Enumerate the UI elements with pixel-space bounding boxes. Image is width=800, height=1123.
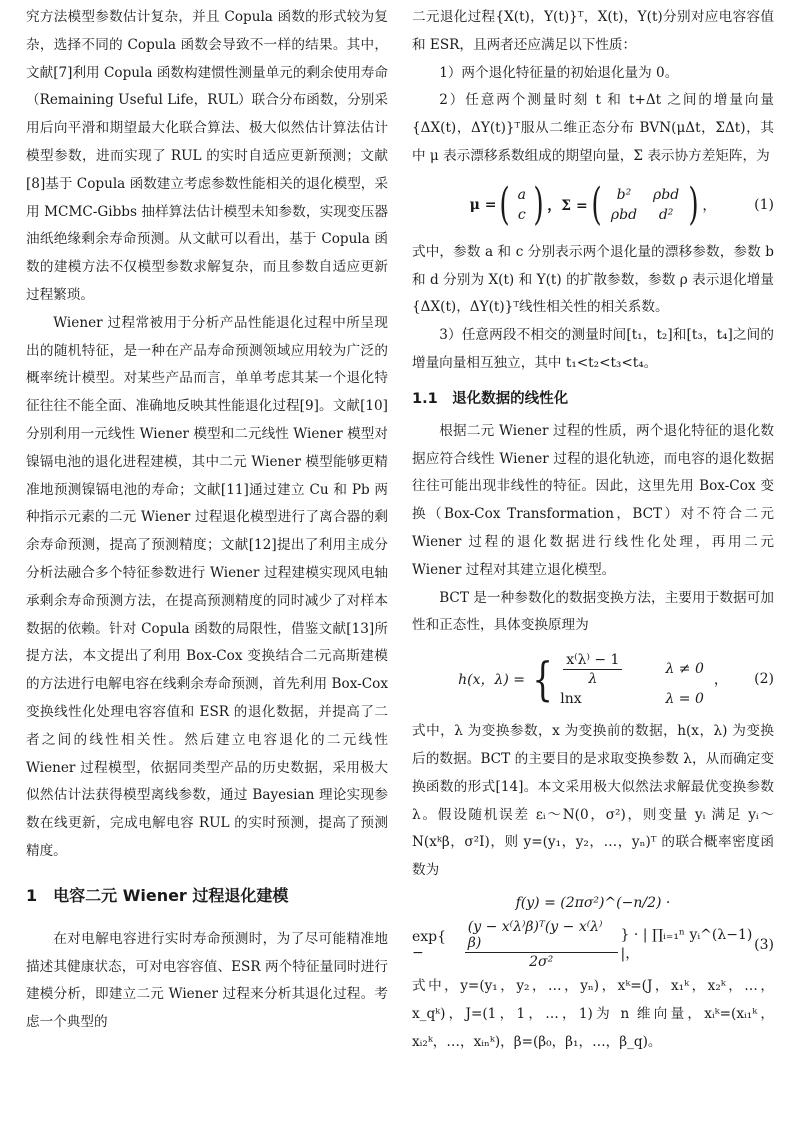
subsection-heading: 1.1 退化数据的线性化 <box>412 390 569 407</box>
eq2-lhs: h(x，λ) = <box>458 672 525 689</box>
paren: ( <box>591 178 602 230</box>
paragraph: BCT 是一种参数化的数据变换方法，主要用于数据可加性和正态性，具体变换原理为 <box>412 589 774 634</box>
mu-vector: a c <box>517 186 527 223</box>
list-item: 2）任意两个测量时刻 t 和 t+Δt 之间的增量向量{ΔX(t)，ΔY(t)}ᵀ服从二维正态分布 BVN(μΔt，ΣΔt)，其中 μ 表示漂移系数组成的期望向量，Σ 表示协方差矩阵，为 <box>412 92 774 164</box>
paragraph: 究方法模型参数估计复杂，并且 Copula 函数的形式较为复杂，选择不同的 Copula 函数会导致不一样的结果。其中，文献[7]利用 Copula 函数构建惯性测量单元的剩余使用寿命（Remaining Useful Life，RUL）联合分布函数，分别采用后向平滑和期望最大化联合算法、极大似然估计算法估计模型参数，进而实现了 RUL 的实时自适应更新预测；文献[8]基于 Copula 函数建立考虑参数性能相关的退化模型，采用 MCMC-Gibbs 抽样算法估计模型未知参数，实现变压器油纸绝缘剩余寿命预测。从文献可以看出，基于 Copula 函数的建模方法不仅模型参数求解复杂，而且参数自适应更新过程繁琐。 <box>26 9 388 303</box>
sigma-matrix: b² ρbd ρbd d² <box>610 186 680 223</box>
paren: ) <box>533 178 544 230</box>
equation-2: h(x，λ) = { $\frac{x^(\lambda^) - 1}{\lambda}$ λ ≠ 0 lnx λ = 0 ， (2) <box>458 651 774 707</box>
eq1-sigma: ，Σ = <box>547 197 588 214</box>
paren: ( <box>499 178 511 230</box>
left-column <box>26 4 388 1037</box>
equation-3-line2: exp{ − $\frac{\text{(y − x⁽λ⁾β)ᵀ(y − x⁽λ⁾β)}}{\text{2σ²}}$ } · | ∏ᵢ₌₁ⁿ yᵢ^(λ−1) |， (3) <box>412 919 774 971</box>
equation-number: (3) <box>754 936 774 953</box>
eq1-mu: μ = <box>469 196 497 213</box>
eq2-cases: $\frac{x^(\lambda^) - 1}{\lambda}$ λ ≠ 0 lnx λ = 0 <box>560 651 704 707</box>
paragraph: 二元退化过程{X(t)，Y(t)}ᵀ，X(t)，Y(t)分别对应电容容值和 ESR，且两者还应满足以下性质： <box>412 9 774 53</box>
paragraph: Wiener 过程常被用于分析产品性能退化过程中所呈现出的随机特征，是一种在产品寿命预测领域应用较为广泛的概率统计模型。对某些产品而言，单单考虑其某一个退化特征往往不能全面、准确地反映其性能退化过程[9]。文献[10]分别利用一元线性 Wiener 模型和二元线性 Wiener 模型对镍镉电池的退化进程建模，其中二元 Wiener 模型能够更精准地预测镍镉电池的寿命；文献[11]通过建立 Cu 和 Pb 两种指示元素的二元 Wiener 过程退化模型进行了离合器的剩余寿命预测，提高了预测精度；文献[12]提出了利用主成分分析法融合多个特征参数进行 Wiener 过程建模实现风电轴承剩余寿命预测方法，在提高预测精度的同时减少了对样本数据的依赖。针对 Copula 函数的局限性，借鉴文献[13]所提方法，本文提出了利用 Box-Cox 变换结合二元高斯建模的方法进行电解电容在线剩余寿命预测，首先利用 Box-Cox 变换线性化处理电容容值和 ESR 的退化数据，并提高了二者之间的线性相关性。然后建立电容退化的二元线性 Wiener 过程模型，依据同类型产品的历史数据，采用极大似然估计法获得模型离线参数，通过 Bayesian 理论实现参数在线更新，完成电解电容 RUL 的实时预测，提高了预测精度。 <box>26 314 388 859</box>
paragraph: 式中，λ 为变换参数，x 为变换前的数据，h(x，λ) 为变换后的数据。BCT 的主要目的是求取变换参数 λ，从而确定变换函数的形式[14]。本文采用极大似然法求解最优变换参数 λ。假设随机误差 εᵢ～N(0，σ²)，则变量 yᵢ 满足 yᵢ～N(xᵏβ，σ²I)，则 y=(y₁，y₂，…，yₙ)ᵀ 的联合概率密度函数为 <box>412 723 774 879</box>
list-item: 1）两个退化特征量的初始退化量为 0。 <box>439 64 679 81</box>
right-column <box>412 4 774 1056</box>
brace: { <box>532 652 553 707</box>
list-item: 3）任意两段不相交的测量时间[t₁，t₂]和[t₃，t₄]之间的增量向量相互独立，其中 t₁<t₂<t₃<t₄。 <box>412 327 774 371</box>
paragraph: 在对电解电容进行实时寿命预测时，为了尽可能精准地描述其健康状态，可对电容容值、ESR 两个特征量同时进行建模分析，即建立二元 Wiener 过程来分析其退化过程。考虑一个典型的 <box>26 930 388 1031</box>
paragraph: 式中，参数 a 和 c 分别表示两个退化量的漂移参数，参数 b 和 d 分别为 X(t) 和 Y(t) 的扩散参数，参数 ρ 表示退化增量{ΔX(t)，ΔY(t)}ᵀ线性相关性的相关系数。 <box>412 243 774 316</box>
fraction: $\frac{\text{(y − x⁽λ⁾β)ᵀ(y − x⁽λ⁾β)}}{\text{2σ²}}$ <box>465 919 618 970</box>
paragraph: 式中，y=(y₁，y₂，…，yₙ)，xᵏ=(J，x₁ᵏ，x₂ᵏ，…，x_qᵏ)，J=(1，1，…，1)为 n 维向量，xᵢᵏ=(xᵢ₁ᵏ，xᵢ₂ᵏ，…，xᵢₙᵏ)，β=(β₀，β₁，…，β_q)。 <box>412 977 774 1050</box>
equation-number: (1) <box>754 196 774 213</box>
equation-1: μ = ( a c ) ，Σ = ( b² ρbd ρbd d² ) ， (1) <box>469 178 774 230</box>
fraction: $\frac{x^(\lambda^) - 1}{\lambda}$ <box>563 652 622 687</box>
paragraph: 根据二元 Wiener 过程的性质，两个退化特征的退化数据应符合线性 Wiener 过程的退化轨迹，而电容的退化数据往往可能出现非线性的特征。因此，这里先用 Box-Cox 变换（Box-Cox Transformation，BCT）对不符合二元 Wiener 过程的退化数据进行线性化处理，再用二元 Wiener 过程对其建立退化模型。 <box>412 422 774 578</box>
section-heading: 1 电容二元 Wiener 过程退化建模 <box>26 885 289 905</box>
paren: ) <box>688 178 699 230</box>
equation-3-line1: f(y) = (2πσ²)^(−n/2) · <box>515 894 671 911</box>
equation-number: (2) <box>754 671 774 688</box>
